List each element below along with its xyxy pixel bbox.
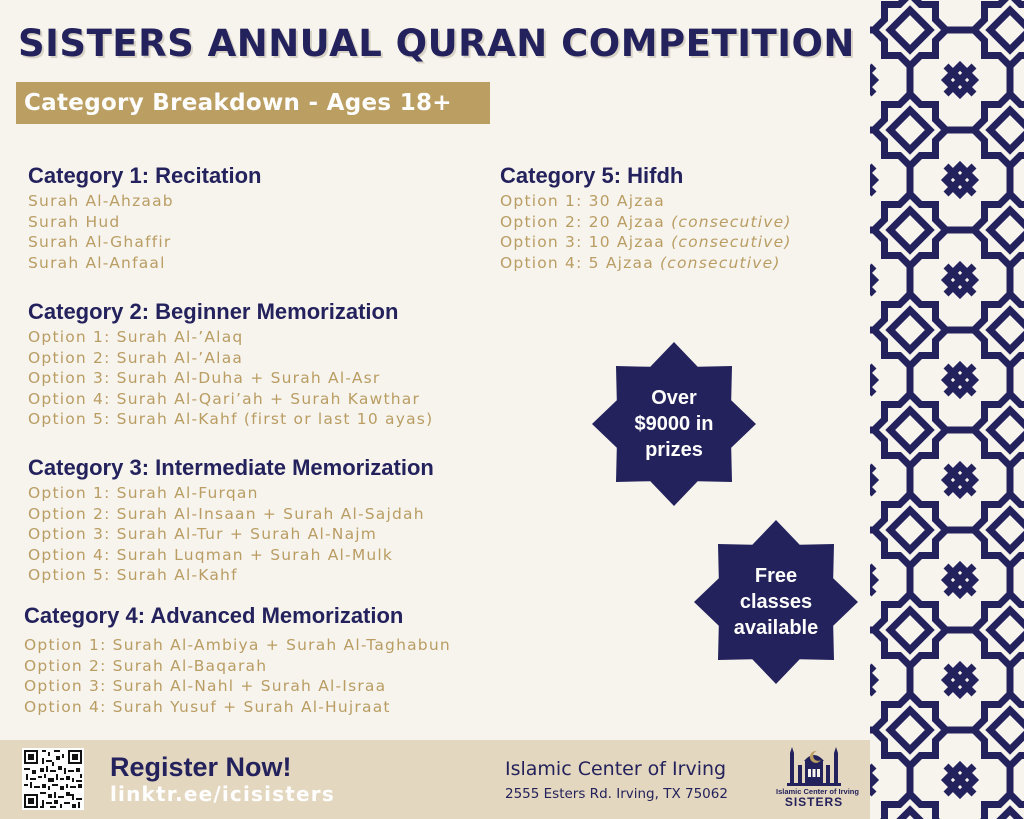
prizes-badge [590,340,758,508]
list-item [28,483,434,504]
list-item [28,327,433,348]
list-item [28,565,434,586]
classes-text: Free classes available [733,565,819,639]
category-options [28,483,434,586]
category-beginner [28,299,433,430]
category-title: Category 4: Advanced Memorization [24,603,404,628]
page-title: SISTERS ANNUAL QURAN COMPETITION [18,22,855,65]
list-item [24,656,451,677]
list-item [28,524,434,545]
option-text: Option 4: Surah Yusuf + Surah Al-Hujraat [24,697,391,716]
logo-sisters-label: SISTERS [784,795,844,809]
option-note: (consecutive) [660,253,781,272]
option-text: Option 1: Surah Al-Ambiya + Surah Al-Taghabun [24,636,451,654]
category-options [28,191,262,273]
category-options [24,635,451,717]
option-text: Option 3: Surah Al-Duha + Surah Al-Asr [28,369,381,387]
category-options [500,191,792,273]
option-text: Option 4: 5 Ajzaa [500,253,661,272]
option-text: Surah Hud [28,212,121,231]
option-text: Option 1: 30 Ajzaa [500,192,665,210]
list-item [28,545,434,566]
option-note: (consecutive) [671,212,792,231]
option-text: Option 2: 20 Ajzaa [500,212,672,231]
option-text: Option 3: Surah Al-Nahl + Surah Al-Israa [24,677,387,695]
list-item [28,409,433,430]
category-title: Category 2: Beginner Memorization [28,299,399,324]
qr-code-icon[interactable] [22,748,84,810]
category-title: Category 5: Hifdh [500,163,684,188]
list-item [28,191,262,212]
category-title: Category 1: Recitation [28,163,262,188]
logo-caption: Islamic Center of Irving [776,787,859,796]
category-recitation [28,163,262,273]
option-text: Option 5: Surah Al-Kahf (first or last 10 ayas) [28,410,434,428]
org-address: 2555 Esters Rd. Irving, TX 75062 [505,786,728,802]
option-text: Option 1: Surah Al-Furqan [28,484,259,502]
register-heading: Register Now! [110,752,292,782]
subtitle: Category Breakdown - Ages 18+ [24,90,452,116]
list-item [500,232,792,253]
list-item [500,212,792,233]
prizes-text: Over $9000 in prizes [634,387,714,461]
category-intermediate [28,455,434,586]
option-text: Option 1: Surah Al-’Alaq [28,328,244,346]
list-item [24,697,451,718]
option-text: Option 2: Surah Al-Baqarah [24,656,268,675]
option-text: Surah Al-Ahzaab [28,192,174,210]
category-options [28,327,433,430]
option-text: Option 3: Surah Al-Tur + Surah Al-Najm [28,525,378,543]
list-item [28,348,433,369]
option-text: Surah Al-Ghaffir [28,233,172,251]
list-item [28,504,434,525]
category-title: Category 3: Intermediate Memorization [28,455,434,480]
option-text: Option 2: Surah Al-’Alaa [28,348,244,367]
list-item [24,635,451,656]
list-item [28,232,262,253]
option-text: Surah Al-Anfaal [28,253,166,272]
list-item [28,368,433,389]
list-item [500,253,792,274]
list-item [28,389,433,410]
islamic-pattern-icon [870,0,1024,819]
option-text: Option 5: Surah Al-Kahf [28,566,238,584]
list-item [28,253,262,274]
classes-badge [692,518,860,686]
option-text: Option 3: 10 Ajzaa [500,233,672,251]
register-link[interactable]: linktr.ee/icisisters [110,782,335,806]
org-name: Islamic Center of Irving [505,758,727,780]
list-item [28,212,262,233]
list-item [24,676,451,697]
geometric-pattern [870,0,1024,819]
category-advanced [24,603,451,717]
mosque-logo-icon [784,745,844,789]
option-text: Option 4: Surah Luqman + Surah Al-Mulk [28,545,394,564]
option-text: Option 2: Surah Al-Insaan + Surah Al-Sajdah [28,504,425,523]
option-text: Option 4: Surah Al-Qari’ah + Surah Kawthar [28,389,421,408]
category-hifdh [500,163,792,273]
list-item [500,191,792,212]
org-logo [776,745,859,817]
option-note: (consecutive) [671,233,792,251]
